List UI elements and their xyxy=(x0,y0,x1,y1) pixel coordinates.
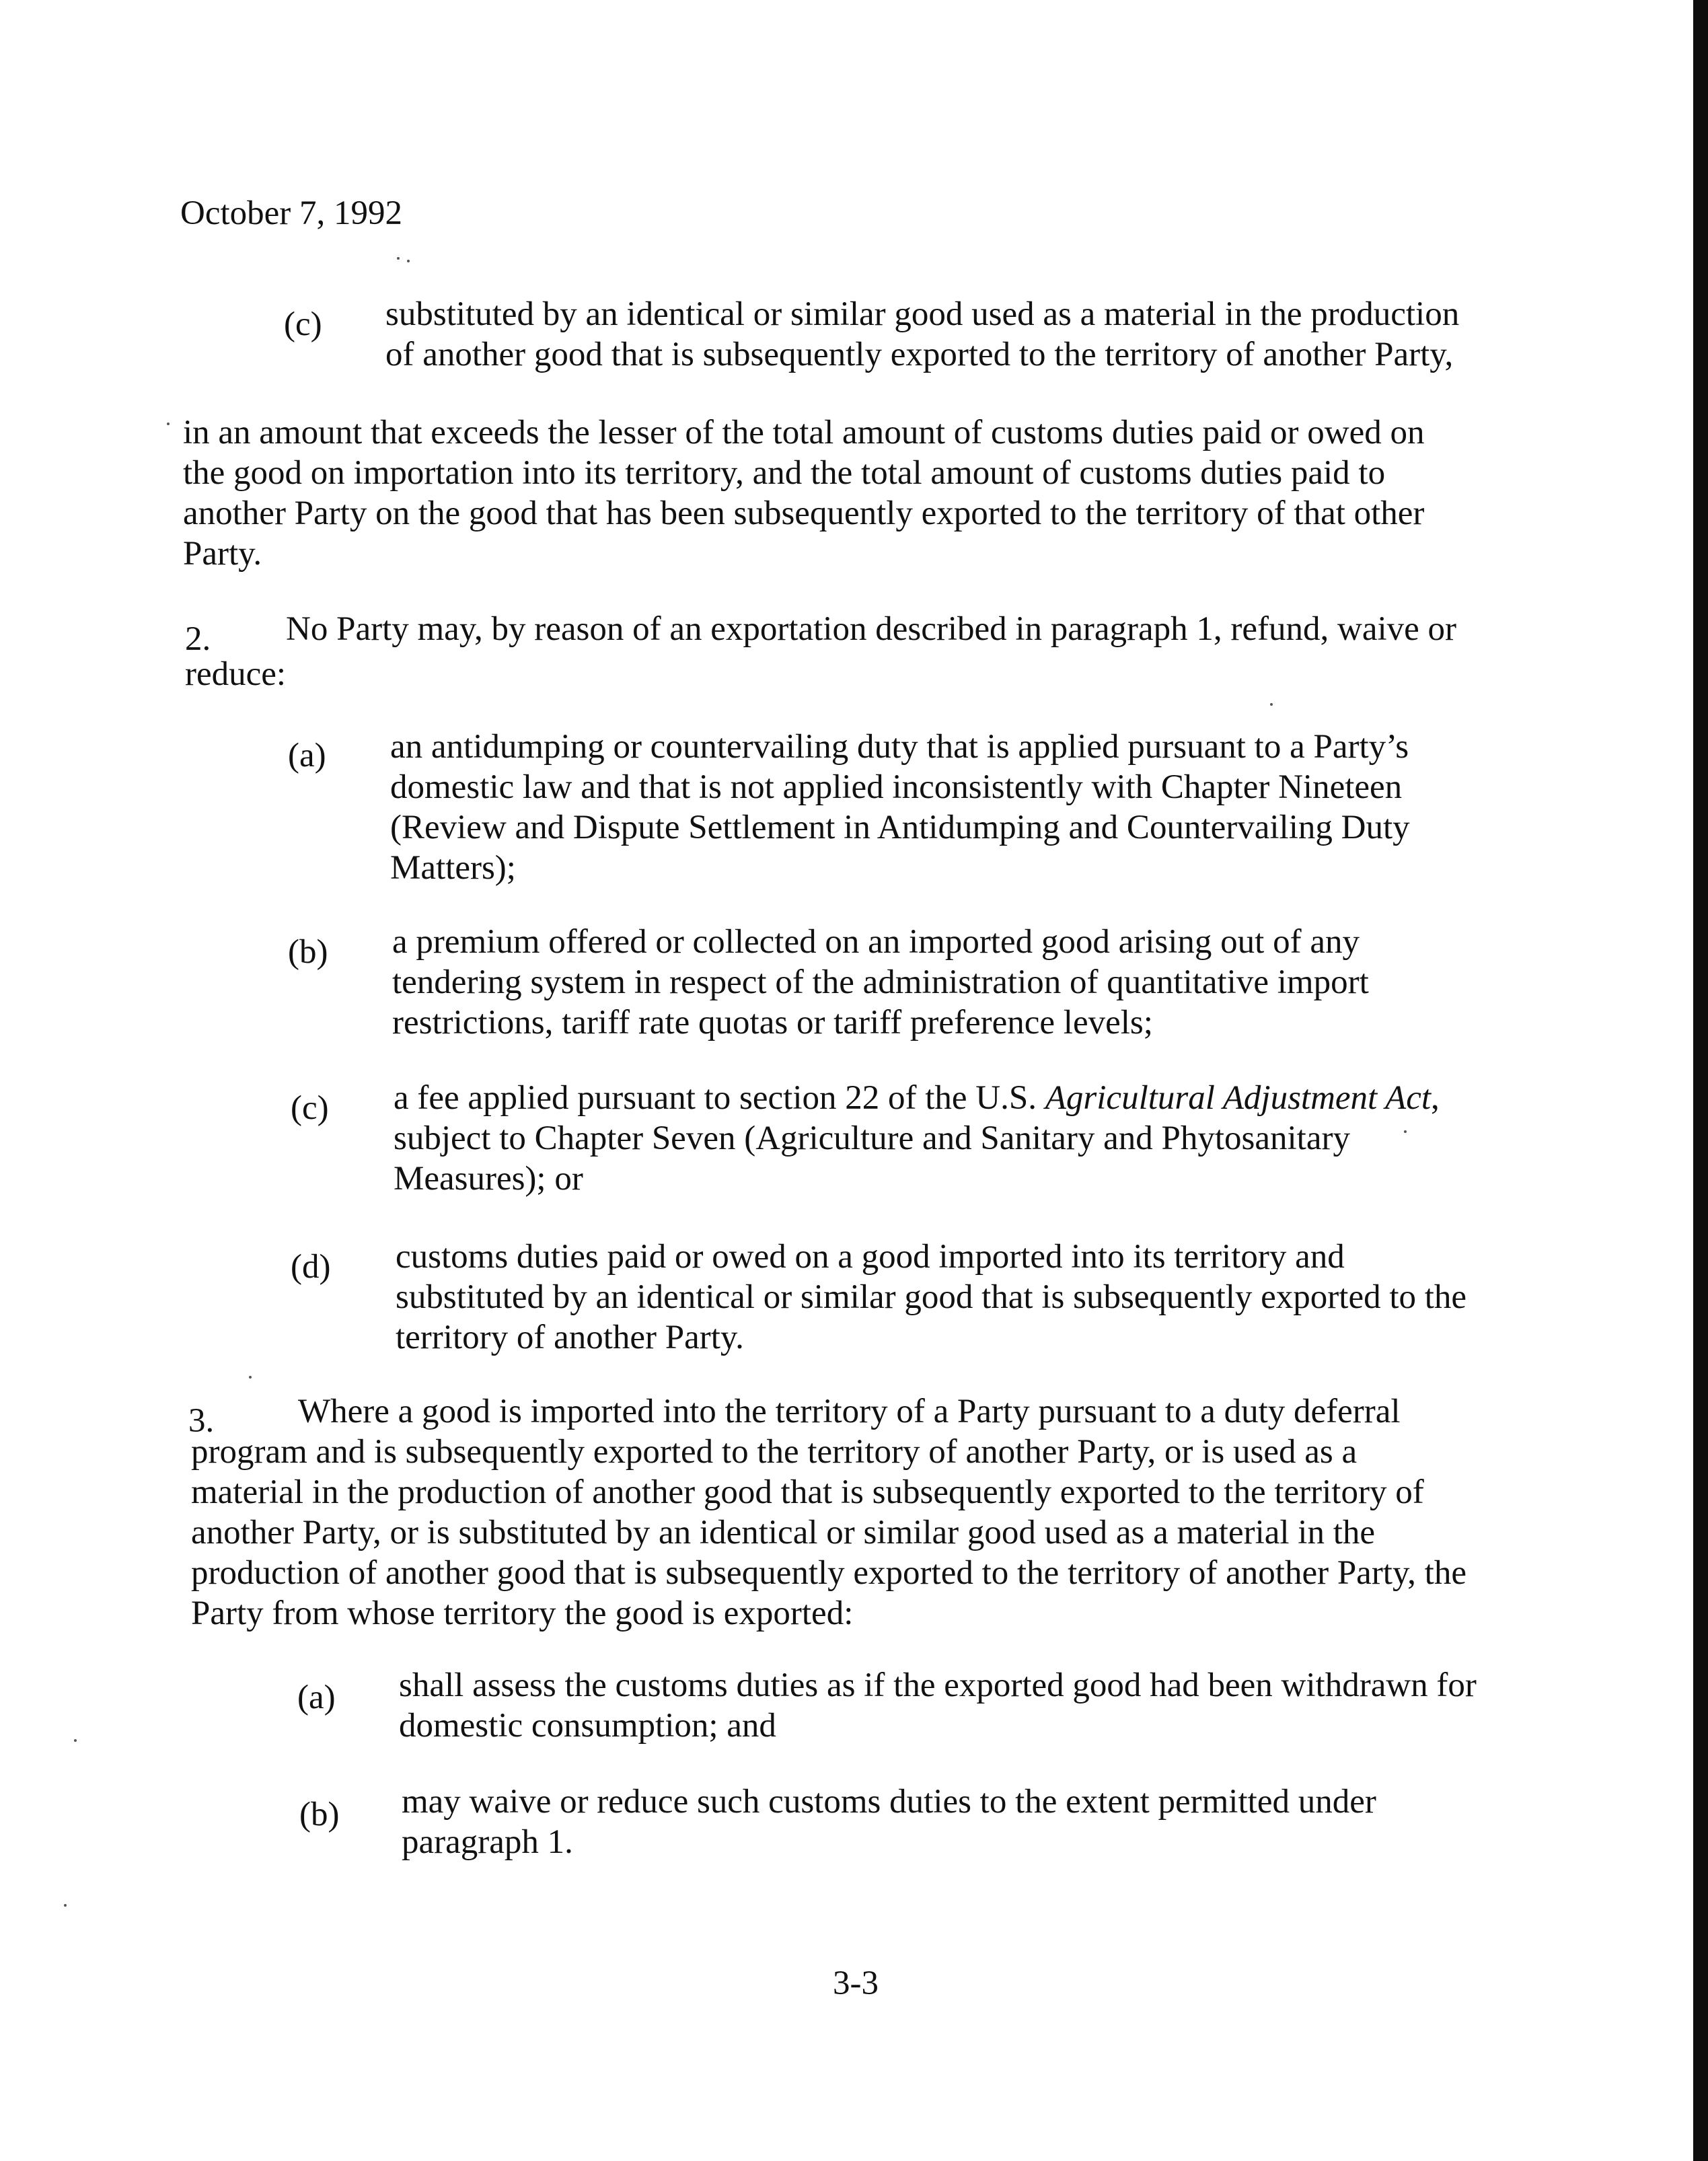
scan-speck xyxy=(1270,703,1273,706)
text-line: material in the production of another good that is subsequently exported to the territory of xyxy=(191,1473,1424,1511)
item-3b-text xyxy=(402,1782,1376,1862)
text-line: may waive or reduce such customs duties to the extent permitted under xyxy=(402,1783,1376,1821)
scan-speck xyxy=(397,257,400,260)
text-line: another Party on the good that has been subsequently exported to the territory of that other xyxy=(183,495,1425,532)
text-line: production of another good that is subsequently exported to the territory of another Party, the xyxy=(191,1554,1466,1592)
text-line: substituted by an identical or similar good that is subsequently exported to the xyxy=(396,1278,1467,1316)
item-3b-label: (b) xyxy=(299,1796,340,1833)
scan-speck xyxy=(64,1904,67,1907)
paragraph-3-number: 3. xyxy=(188,1402,215,1440)
item-2c-text xyxy=(394,1078,1440,1199)
scan-speck xyxy=(249,1376,252,1379)
item-3a-label: (a) xyxy=(297,1679,336,1716)
scan-speck xyxy=(74,1739,77,1742)
paragraph-2-line: reduce: xyxy=(185,655,287,693)
text-run: a fee applied pursuant to section 22 of the U.S. xyxy=(394,1079,1045,1117)
text-line: restrictions, tariff rate quotas or tariff preference levels; xyxy=(392,1004,1153,1041)
document-date: October 7, 1992 xyxy=(180,194,403,232)
text-run: , xyxy=(1431,1079,1440,1117)
item-2c-label: (c) xyxy=(291,1089,329,1127)
scan-speck xyxy=(407,260,410,262)
item-c-top-label: (c) xyxy=(284,305,322,343)
scan-speck xyxy=(167,423,170,425)
item-2d-label: (d) xyxy=(291,1248,331,1286)
page-number: 3-3 xyxy=(833,1965,879,2002)
text-line: of another good that is subsequently exported to the territory of another Party, xyxy=(385,336,1454,373)
text-line: customs duties paid or owed on a good imported into its territory and xyxy=(396,1238,1345,1276)
paragraph-2-line: No Party may, by reason of an exportation described in paragraph 1, refund, waive or xyxy=(286,610,1457,648)
item-2b-text xyxy=(392,922,1369,1043)
text-line: domestic law and that is not applied inconsistently with Chapter Nineteen xyxy=(390,768,1403,806)
item-2b-label: (b) xyxy=(288,933,328,971)
act-title: Agricultural Adjustment Act xyxy=(1045,1079,1432,1117)
text-line: tendering system in respect of the administration of quantitative import xyxy=(392,963,1369,1001)
text-line: paragraph 1. xyxy=(402,1823,573,1861)
item-c-top-text xyxy=(385,294,1459,375)
text-line: Party from whose territory the good is exported: xyxy=(191,1595,854,1632)
text-line: domestic consumption; and xyxy=(399,1707,776,1745)
item-2a-label: (a) xyxy=(288,737,326,774)
text-line: territory of another Party. xyxy=(396,1319,744,1356)
text-line: the good on importation into its territory, and the total amount of customs duties paid to xyxy=(183,454,1386,492)
scan-border xyxy=(1693,0,1708,2161)
text-line: another Party, or is substituted by an identical or similar good used as a material in the xyxy=(191,1514,1376,1551)
text-line: an antidumping or countervailing duty that is applied pursuant to a Party’s xyxy=(390,728,1409,766)
text-line: Matters); xyxy=(390,849,516,887)
paragraph-2-number: 2. xyxy=(185,620,211,658)
text-line: in an amount that exceeds the lesser of the total amount of customs duties paid or owed on xyxy=(183,414,1425,451)
text-line: program and is subsequently exported to the territory of another Party, or is used as a xyxy=(191,1433,1358,1471)
paragraph-3-line: Where a good is imported into the territory of a Party pursuant to a duty deferral xyxy=(298,1393,1401,1430)
text-line: a premium offered or collected on an imported good arising out of any xyxy=(392,923,1360,961)
item-3a-text xyxy=(399,1665,1477,1746)
text-line: Party. xyxy=(183,535,262,573)
text-line xyxy=(394,1078,1440,1118)
item-2a-text xyxy=(390,727,1410,888)
item-2d-text xyxy=(396,1237,1466,1358)
paragraph-3-text xyxy=(191,1432,1466,1634)
text-line: subject to Chapter Seven (Agriculture and Sanitary and Phytosanitary xyxy=(394,1120,1350,1157)
text-line: (Review and Dispute Settlement in Antidumping and Countervailing Duty xyxy=(390,809,1410,846)
continuation-paragraph xyxy=(183,412,1424,574)
text-line: Measures); or xyxy=(394,1160,583,1198)
text-line: substituted by an identical or similar good used as a material in the production xyxy=(385,295,1460,333)
text-line: shall assess the customs duties as if the exported good had been withdrawn for xyxy=(399,1666,1477,1704)
